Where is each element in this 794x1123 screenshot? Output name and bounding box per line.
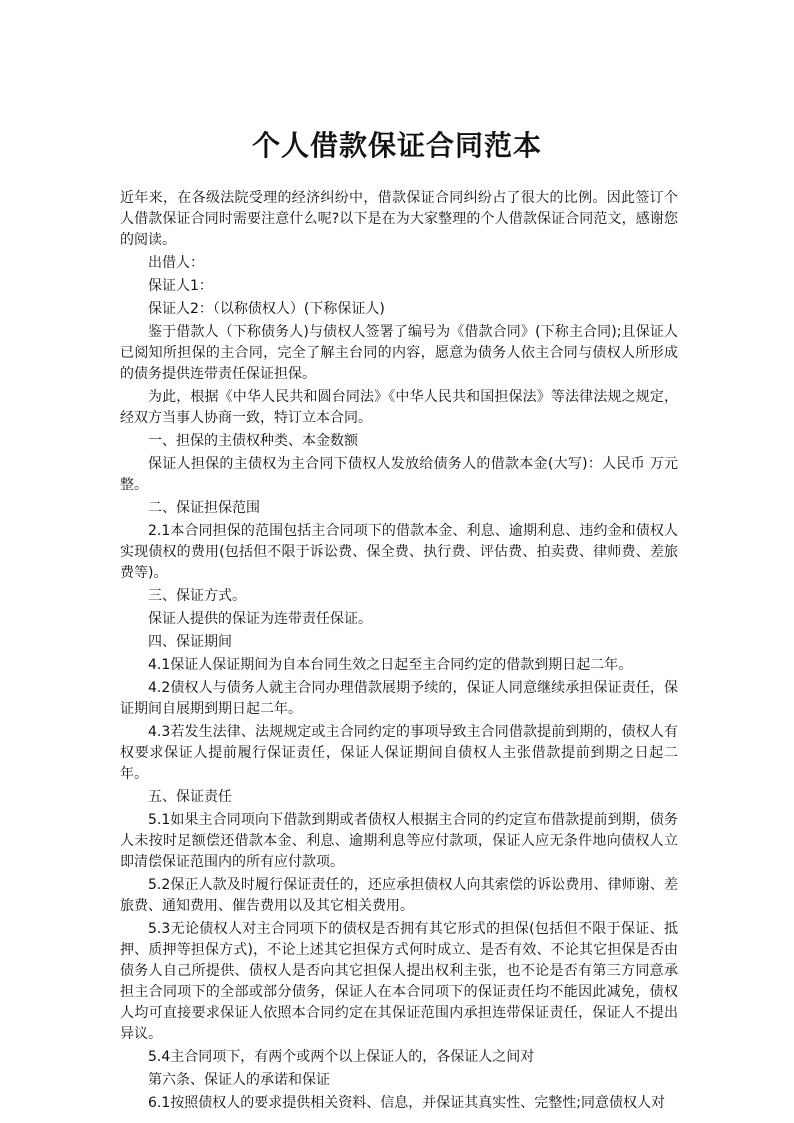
clause-4-1: 4.1保证人保证期间为自本台同生效之日起至主合同约定的借款到期日起二年。 <box>148 657 633 673</box>
paragraph-guarantee-type: 保证人提供的保证为连带责任保证。 <box>148 611 372 627</box>
paragraph-guarantor-1: 保证人1： <box>148 278 213 294</box>
clause-5-1: 5.1如果主合同项向下借款到期或者债权人根据主合同的约定宣布借款提前到期，债务人未按时足额偿还借款本金、利息、逾期利息等应付款项，保证人应无条件地向债权人立即清偿保证范围内的所有应付款项。 <box>120 812 678 870</box>
document-title: 个人借款保证合同范本 <box>251 129 542 162</box>
section-heading-1: 一、担保的主债权种类、本金数额 <box>148 433 358 449</box>
section-heading-5: 五、保证责任 <box>148 789 232 805</box>
clause-6-1: 6.1按照债权人的要求提供相关资料、信息，并保证其真实性、完整性;同意债权人对 <box>148 1095 665 1111</box>
paragraph-guarantor-2: 保证人2：（以称债权人）(下称保证人) <box>148 301 385 317</box>
paragraph-lender: 出借人： <box>148 255 204 271</box>
section-heading-2: 二、保证担保范围 <box>148 500 260 516</box>
section-heading-3: 三、保证方式。 <box>148 588 246 604</box>
section-heading-4: 四、保证期间 <box>148 634 232 650</box>
document-body <box>120 188 678 1116</box>
paragraph-whereas: 鉴于借款人（下称债务人)与债权人签署了编号为《借款合同》(下称主合同);且保证人已阅知所担保的主合同，完全了解主台同的内容，愿意为债务人依主合同与债权人所形成的债务提供连带责任保证担保。 <box>120 324 678 382</box>
clause-4-2: 4.2债权人与债务人就主合同办理借款展期予续的，保证人同意继续承担保证责任，保证期间自展期到期日起二年。 <box>120 680 678 717</box>
section-heading-6: 第六条、保证人的承诺和保证 <box>148 1072 330 1088</box>
clause-4-3: 4.3若发生法律、法规规定或主合同约定的事项导致主合同借款提前到期的，债权人有权要求保证人提前履行保证责任，保证人保证期间自债权人主张借款提前到期之日起二年。 <box>120 724 678 782</box>
paragraph-principal: 保证人担保的主债权为主合同下债权人发放给债务人的借款本金(大写)：人民币 万元整。 <box>120 456 678 493</box>
clause-2-1: 2.1本合同担保的范围包括主合同项下的借款本金、利息、逾期利息、违约金和债权人实现债权的费用(包括但不限于诉讼费、保全费、执行费、评估费、拍卖费、律师费、差旅费等)。 <box>120 523 678 581</box>
clause-5-4: 5.4主合同项下，有两个或两个以上保证人的，各保证人之间对 <box>148 1049 535 1065</box>
clause-5-3: 5.3无论债权人对主合同项下的债权是否拥有其它形式的担保(包括但不限于保证、抵押、质押等担保方式)，不论上述其它担保方式何时成立、是否有效、不论其它担保是否由债务人自己所提供、债权人是否向其它担保人提出权利主张，也不论是否有第三方同意承担主合同项下的全部或部分债务，保证人在本合同项下的保证责任均不能因此减免，债权人均可直接要求保证人依照本合同约定在其保证范围内承担连带保证责任，保证人不提出异议。 <box>120 921 678 1042</box>
clause-5-2: 5.2保正人款及时履行保证责任的，还应承担债权人向其索偿的诉讼费用、律师谢、差旅费、通知费用、催告费用以及其它相关费用。 <box>120 877 678 914</box>
paragraph-legal-basis: 为此，根据《中华人民共和圆台同法》《中华人民共和国担保法》等法律法规之规定，经双方当事人协商一致，特订立本合同。 <box>120 389 678 426</box>
paragraph-intro: 近年来，在各级法院受理的经济纠纷中，借款保证合同纠纷占了很大的比例。因此签订个人借款保证合同时需要注意什么呢?以下是在为大家整理的个人借款保证合同范文，感谢您的阅读。 <box>120 190 678 248</box>
